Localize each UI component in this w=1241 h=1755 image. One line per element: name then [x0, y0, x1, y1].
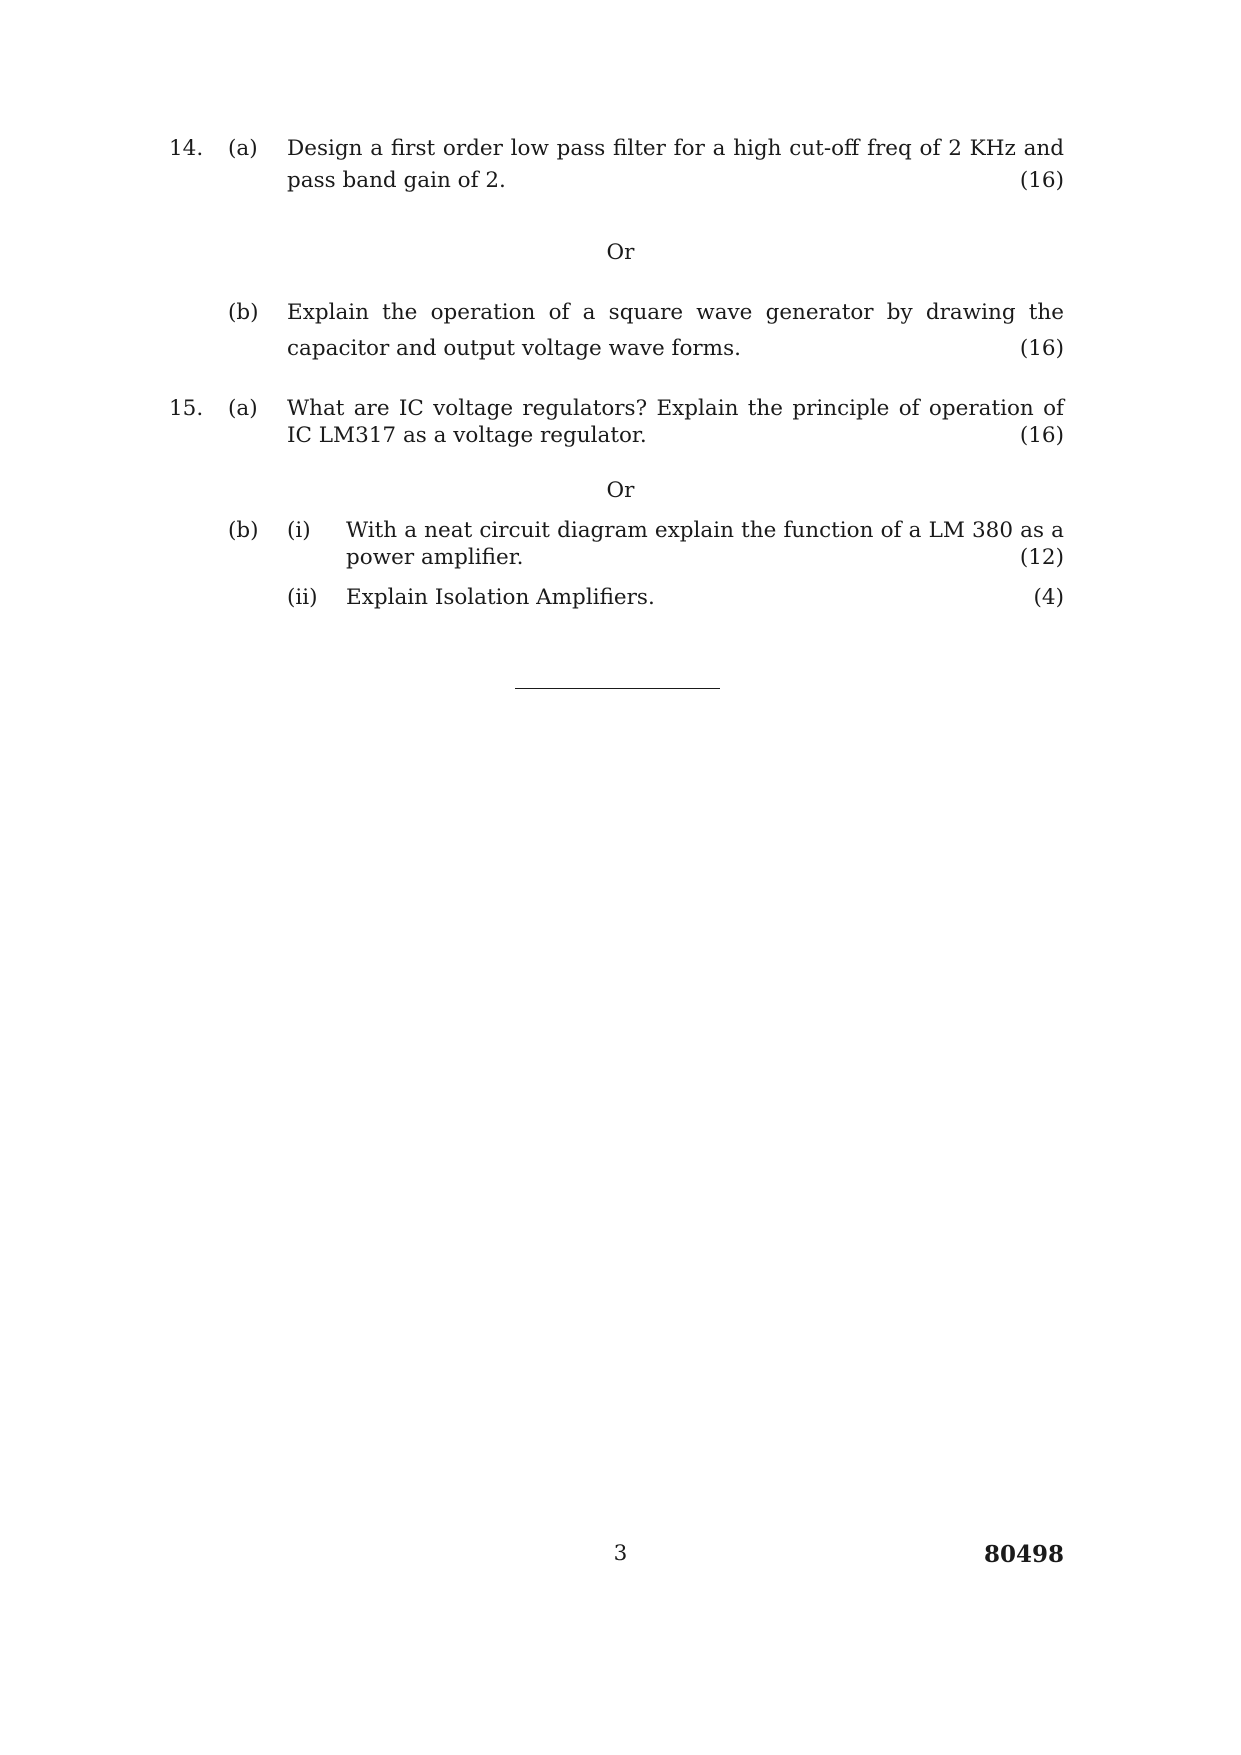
- subpart-label: (ii): [287, 585, 318, 610]
- part-label: (a): [228, 396, 258, 421]
- marks: (16): [1019, 336, 1064, 361]
- question-text-line: Design a first order low pass filter for a high cut-off freq of 2 KHz and: [287, 136, 1064, 161]
- part-label: (a): [228, 136, 258, 161]
- marks: (12): [1019, 545, 1064, 570]
- question-text-line: Explain Isolation Amplifiers.: [346, 585, 655, 610]
- question-text-line: power amplifier.: [346, 545, 524, 570]
- question-text-line: What are IC voltage regulators? Explain the principle of operation of: [287, 396, 1064, 421]
- marks: (16): [1019, 423, 1064, 448]
- question-number: 14.: [169, 136, 204, 161]
- or-separator: Or: [606, 478, 635, 503]
- subpart-label: (i): [287, 518, 311, 543]
- paper-code: 80498: [983, 1541, 1064, 1568]
- part-label: (b): [228, 300, 259, 325]
- question-text-line: capacitor and output voltage wave forms.: [287, 336, 741, 361]
- question-text-line: With a neat circuit diagram explain the function of a LM 380 as a: [346, 518, 1064, 543]
- end-of-paper-rule: [515, 688, 720, 689]
- marks: (4): [1033, 585, 1064, 610]
- question-text-line: IC LM317 as a voltage regulator.: [287, 423, 647, 448]
- or-separator: Or: [606, 240, 635, 265]
- page-number: 3: [613, 1541, 628, 1566]
- question-number: 15.: [169, 396, 204, 421]
- question-text-line: pass band gain of 2.: [287, 168, 506, 193]
- question-text-line: Explain the operation of a square wave generator by drawing the: [287, 300, 1064, 325]
- marks: (16): [1019, 168, 1064, 193]
- part-label: (b): [228, 518, 259, 543]
